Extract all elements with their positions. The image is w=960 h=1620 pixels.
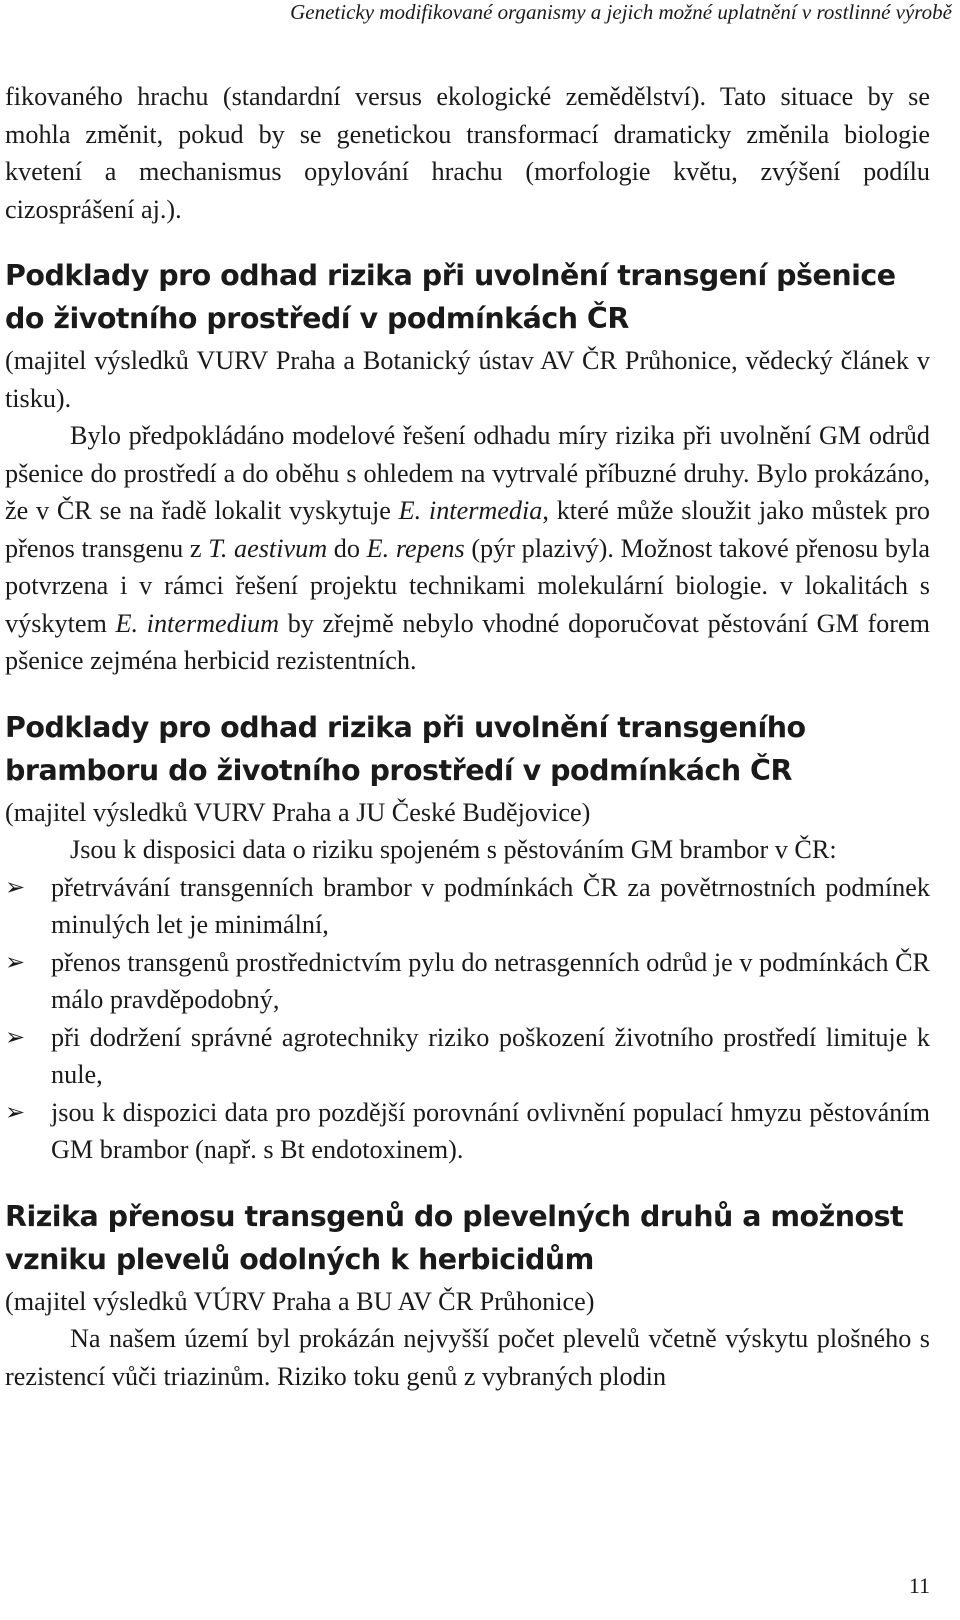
section1-heading: Podklady pro odhad rizika při uvolnění transgení pšenice do životního prostředí v podmínkách ČR <box>5 259 896 335</box>
section2-lead: Jsou k disposici data o riziku spojeném s pěstováním GM brambor v ČR: <box>70 835 837 864</box>
section2-heading: Podklady pro odhad rizika při uvolnění transgeního bramboru do životního prostředí v podmínkách ČR <box>5 710 806 787</box>
arrowhead-bullet-icon: ➢ <box>5 1097 26 1126</box>
list-item: ➢ přenos transgenů prostřednictvím pylu do netrasgenních odrůd je v podmínkách ČR málo pravděpodobný, <box>5 944 930 1019</box>
section3-heading: Rizika přenosu transgenů do plevelných druhů a možnost vzniku plevelů odolných k herbicidům <box>5 1199 904 1276</box>
page-number: 11 <box>908 1573 930 1598</box>
section1-body: Bylo předpokládáno modelové řešení odhadu míry rizika při uvolnění GM odrůd pšenice do prostředí a do oběhu s ohledem na vytrvalé příbuzné druhy. Bylo prokázáno, že v ČR se na řadě lokalit vyskytuje E. intermedia, které může sloužit jako můstek pro přenos transgenu z T. aestivum do E. repens (pýr plazivý). Možnost takové přenosu byla potvrzena i v rámci řešení projektu technikami molekulární biologie. v lokalitách s výskytem E. intermedium by zřejmě nebylo vhodné doporučovat pěstování GM forem pšenice zejména herbicid rezistentních. <box>5 421 931 675</box>
page-content <box>5 78 930 1395</box>
section3-body: Na našem území byl prokázán nejvyšší počet plevelů včetně výskytu plošného s rezistencí vůči triazinům. Riziko toku genů z vybraných plodin <box>5 1324 930 1391</box>
arrowhead-bullet-icon: ➢ <box>5 1022 26 1051</box>
section3-owner: (majitel výsledků VÚRV Praha a BU AV ČR Průhonice) <box>5 1286 595 1316</box>
section2-bullet-list <box>5 869 930 1169</box>
intro-paragraph: fikovaného hrachu (standardní versus ekologické zemědělství). Tato situace by se mohla změnit, pokud by se genetickou transformací dramaticky změnila biologie kvetení a mechanismus opylování hrachu (morfologie květu, zvýšení podílu cizosprášení aj.). <box>5 82 930 224</box>
arrowhead-bullet-icon: ➢ <box>5 872 26 901</box>
section1-owner: (majitel výsledků VURV Praha a Botanický ústav AV ČR Průhonice, vědecký článek v tisku). <box>5 346 930 413</box>
list-item: ➢ přetrvávání transgenních brambor v podmínkách ČR za povětrnostních podmínek minulých let je minimální, <box>5 869 930 944</box>
section2-owner: (majitel výsledků VURV Praha a JU České Budějovice) <box>5 797 591 827</box>
list-item: ➢ při dodržení správné agrotechniky riziko poškození životního prostředí limituje k nule, <box>5 1019 930 1094</box>
running-header: Geneticky modifikované organismy a jejich možné uplatnění v rostlinné výrobě <box>290 0 952 24</box>
list-item: ➢ jsou k dispozici data pro pozdější porovnání ovlivnění populací hmyzu pěstováním GM brambor (např. s Bt endotoxinem). <box>5 1094 930 1169</box>
arrowhead-bullet-icon: ➢ <box>5 947 26 976</box>
